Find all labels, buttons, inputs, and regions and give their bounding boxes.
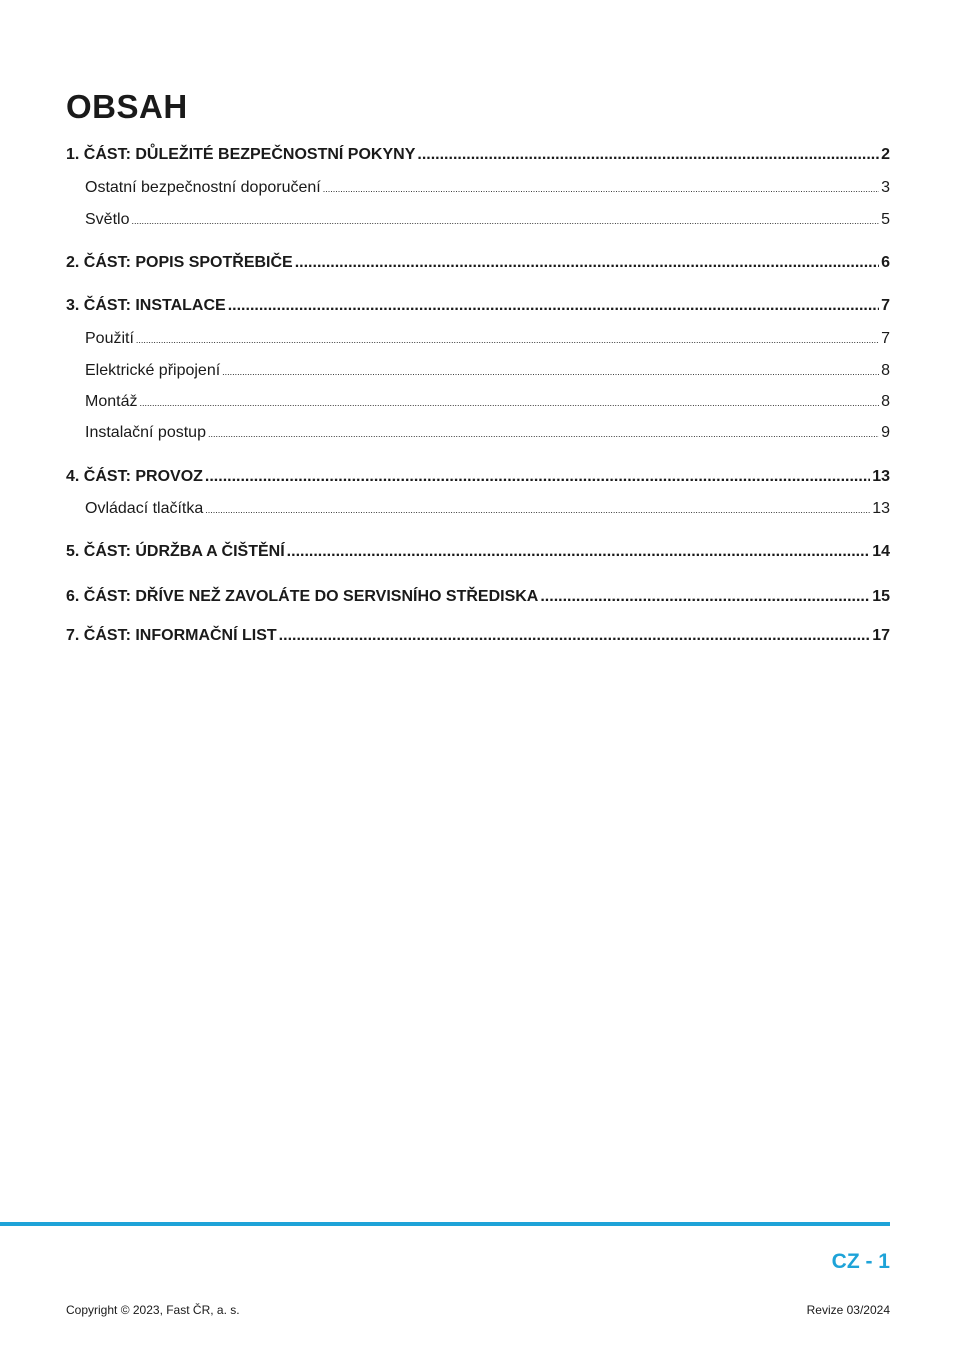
toc-entry-page: 17 <box>872 627 890 644</box>
toc-entry-part-5[interactable] <box>66 543 890 561</box>
toc-dot-leader <box>136 330 879 348</box>
toc-dot-leader <box>287 543 871 561</box>
toc-entry-part-4[interactable] <box>66 468 890 486</box>
toc-entry-label: 4. ČÁST: PROVOZ <box>66 468 203 485</box>
toc-entry-page: 8 <box>881 393 890 410</box>
toc-entry-page: 6 <box>881 254 890 271</box>
toc-dot-leader <box>417 146 879 164</box>
toc-entry-label: Montáž <box>85 393 138 410</box>
toc-entry-label: Elektrické připojení <box>85 362 221 379</box>
toc-entry-page: 13 <box>872 468 890 485</box>
toc-entry-label: 1. ČÁST: DŮLEŽITÉ BEZPEČNOSTNÍ POKYNY <box>66 146 416 163</box>
toc-entry-electrical-connection[interactable] <box>66 362 890 380</box>
toc-entry-label: 7. ČÁST: INFORMAČNÍ LIST <box>66 627 277 644</box>
toc-dot-leader <box>323 179 879 197</box>
toc-dot-leader <box>540 588 870 606</box>
toc-dot-leader <box>139 393 879 411</box>
toc-entry-page: 8 <box>881 362 890 379</box>
page-number: CZ - 1 <box>831 1250 890 1273</box>
page-title: OBSAH <box>66 88 188 125</box>
toc-entry-mounting[interactable] <box>66 393 890 411</box>
toc-entry-label: Ovládací tlačítka <box>85 500 204 517</box>
toc-dot-leader <box>295 254 879 272</box>
toc-entry-label: Světlo <box>85 211 130 228</box>
toc-entry-control-buttons[interactable] <box>66 500 890 518</box>
revision-label: Revize 03/2024 <box>806 1303 890 1317</box>
toc-dot-leader <box>208 424 879 442</box>
toc-dot-leader <box>205 500 870 518</box>
toc-entry-light[interactable] <box>66 211 890 229</box>
toc-entry-part-6[interactable] <box>66 588 890 606</box>
toc-dot-leader <box>222 362 879 380</box>
toc-entry-label: Použití <box>85 330 134 347</box>
toc-dot-leader <box>279 627 871 645</box>
toc-entry-label: 2. ČÁST: POPIS SPOTŘEBIČE <box>66 254 293 271</box>
toc-entry-usage[interactable] <box>66 330 890 348</box>
toc-entry-label: 5. ČÁST: ÚDRŽBA A ČIŠTĚNÍ <box>66 543 285 560</box>
toc-entry-installation-procedure[interactable] <box>66 424 890 442</box>
toc-dot-leader <box>205 468 870 486</box>
toc-entry-safety-recommendations[interactable] <box>66 179 890 197</box>
toc-entry-label: Ostatní bezpečnostní doporučení <box>85 179 321 196</box>
toc-entry-part-3[interactable] <box>66 297 890 315</box>
toc-entry-page: 13 <box>872 500 890 517</box>
toc-entry-part-1[interactable] <box>66 146 890 164</box>
copyright-notice: Copyright © 2023, Fast ČR, a. s. <box>66 1303 240 1317</box>
toc-entry-part-7[interactable] <box>66 627 890 645</box>
toc-entry-part-2[interactable] <box>66 254 890 272</box>
toc-entry-page: 15 <box>872 588 890 605</box>
toc-entry-page: 7 <box>881 297 890 314</box>
toc-entry-page: 5 <box>881 211 890 228</box>
toc-entry-label: 6. ČÁST: DŘÍVE NEŽ ZAVOLÁTE DO SERVISNÍHO STŘEDISKA <box>66 588 539 605</box>
footer-divider <box>0 1222 890 1226</box>
toc-entry-page: 3 <box>881 179 890 196</box>
toc-dot-leader <box>228 297 879 315</box>
toc-entry-page: 9 <box>881 424 890 441</box>
toc-entry-page: 14 <box>872 543 890 560</box>
toc-dot-leader <box>131 211 879 229</box>
toc-entry-page: 7 <box>881 330 890 347</box>
toc-entry-label: Instalační postup <box>85 424 206 441</box>
toc-entry-label: 3. ČÁST: INSTALACE <box>66 297 226 314</box>
toc-entry-page: 2 <box>881 146 890 163</box>
